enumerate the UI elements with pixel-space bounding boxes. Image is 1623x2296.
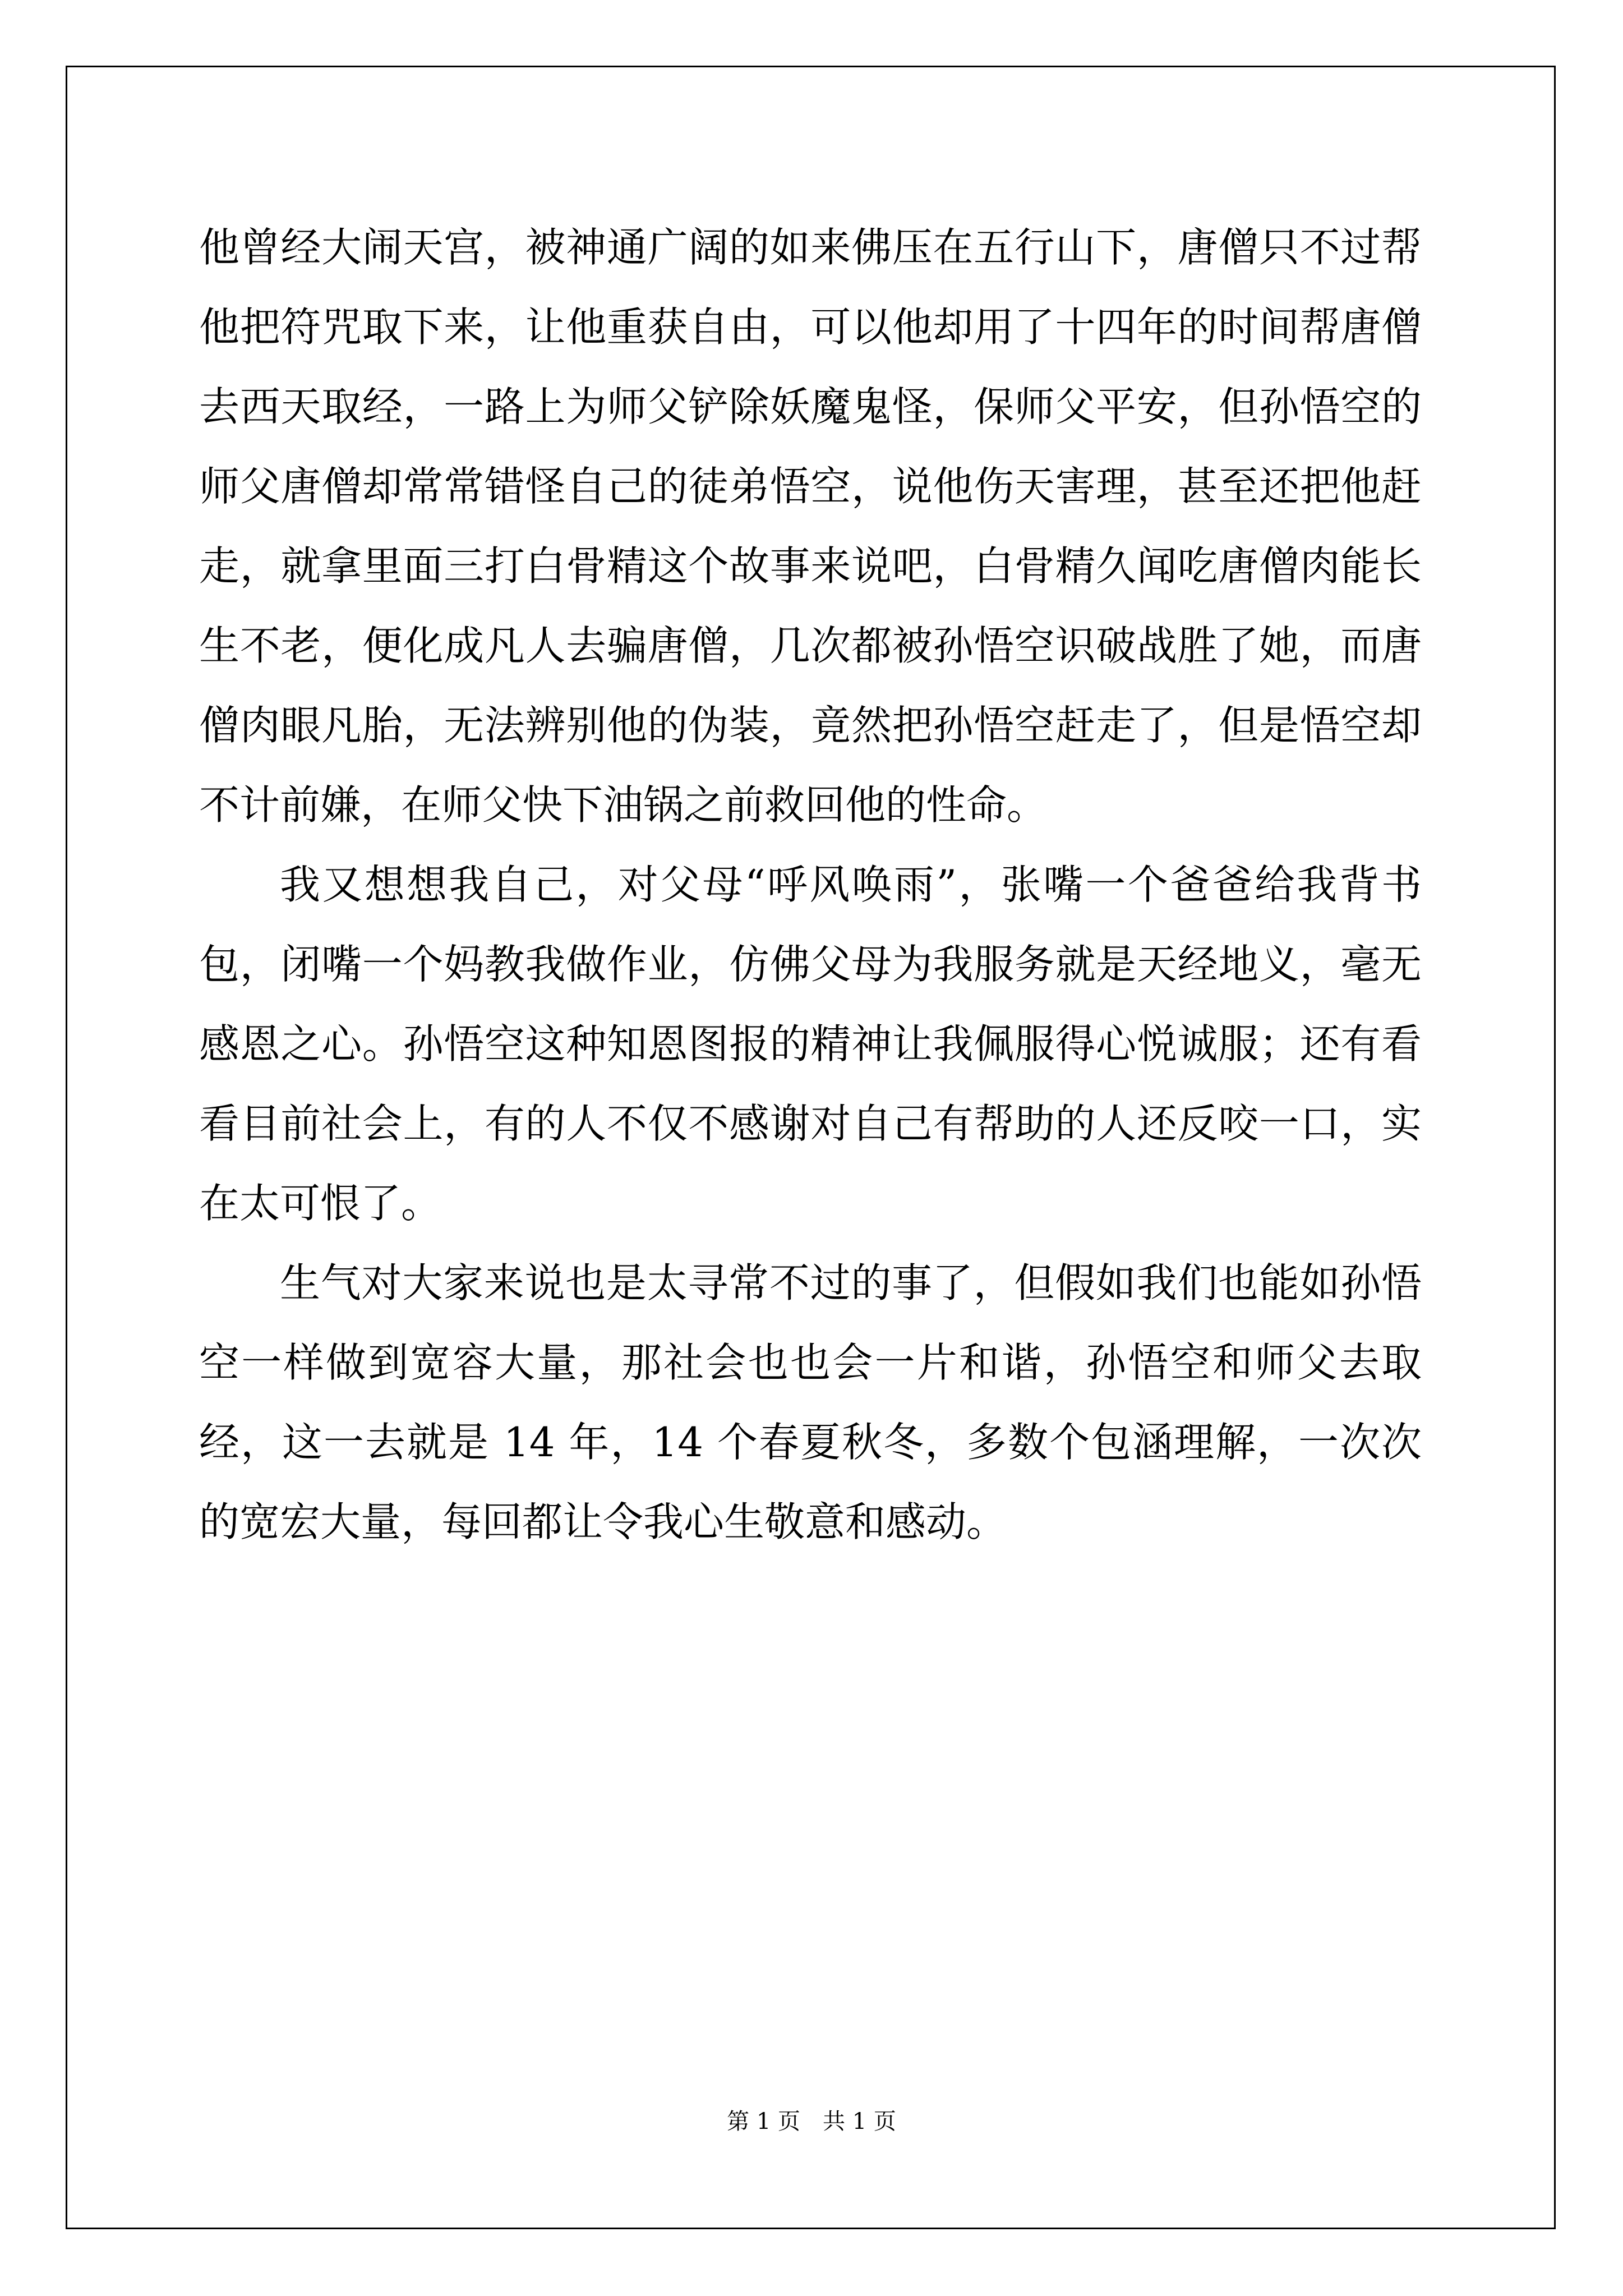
paragraph-1: 他曾经大闹天宫，被神通广阔的如来佛压在五行山下，唐僧只不过帮他把符咒取下来，让他重获自由，可以他却用了十四年的时间帮唐僧去西天取经，一路上为师父铲除妖魔鬼怪，保师父平安，但孙悟空的师父唐僧却常常错怪自己的徒弟悟空，说他伤天害理，甚至还把他赶走，就拿里面三打白骨精这个故事来说吧，白骨精久闻吃唐僧肉能长生不老，便化成凡人去骗唐僧，几次都被孙悟空识破战胜了她，而唐僧肉眼凡胎，无法辨别他的伪装，竟然把孙悟空赶走了，但是悟空却不计前嫌，在师父快下油锅之前救回他的性命。 bbox=[199, 224, 1422, 829]
paragraph-2: 我又想想我自己，对父母“呼风唤雨”，张嘴一个爸爸给我背书包，闭嘴一个妈教我做作业，仿佛父母为我服务就是天经地义，毫无感恩之心。孙悟空这种知恩图报的精神让我佩服得心悦诚服；还有看看目前社会上，有的人不仅不感谢对自己有帮助的人还反咬一口，实在太可恨了。 bbox=[199, 861, 1422, 1227]
paragraph-3: 生气对大家来说也是太寻常不过的事了，但假如我们也能如孙悟空一样做到宽容大量，那社会也也会一片和谐，孙悟空和师父去取经，这一去就是 14 年，14 个春夏秋冬，多数个包涵理解，一次次的宽宏大量，每回都让令我心生敬意和感动。 bbox=[199, 1259, 1422, 1545]
page-number-footer: 第 1 页 共 1 页 bbox=[727, 2109, 896, 2134]
document-body bbox=[199, 208, 1422, 1562]
